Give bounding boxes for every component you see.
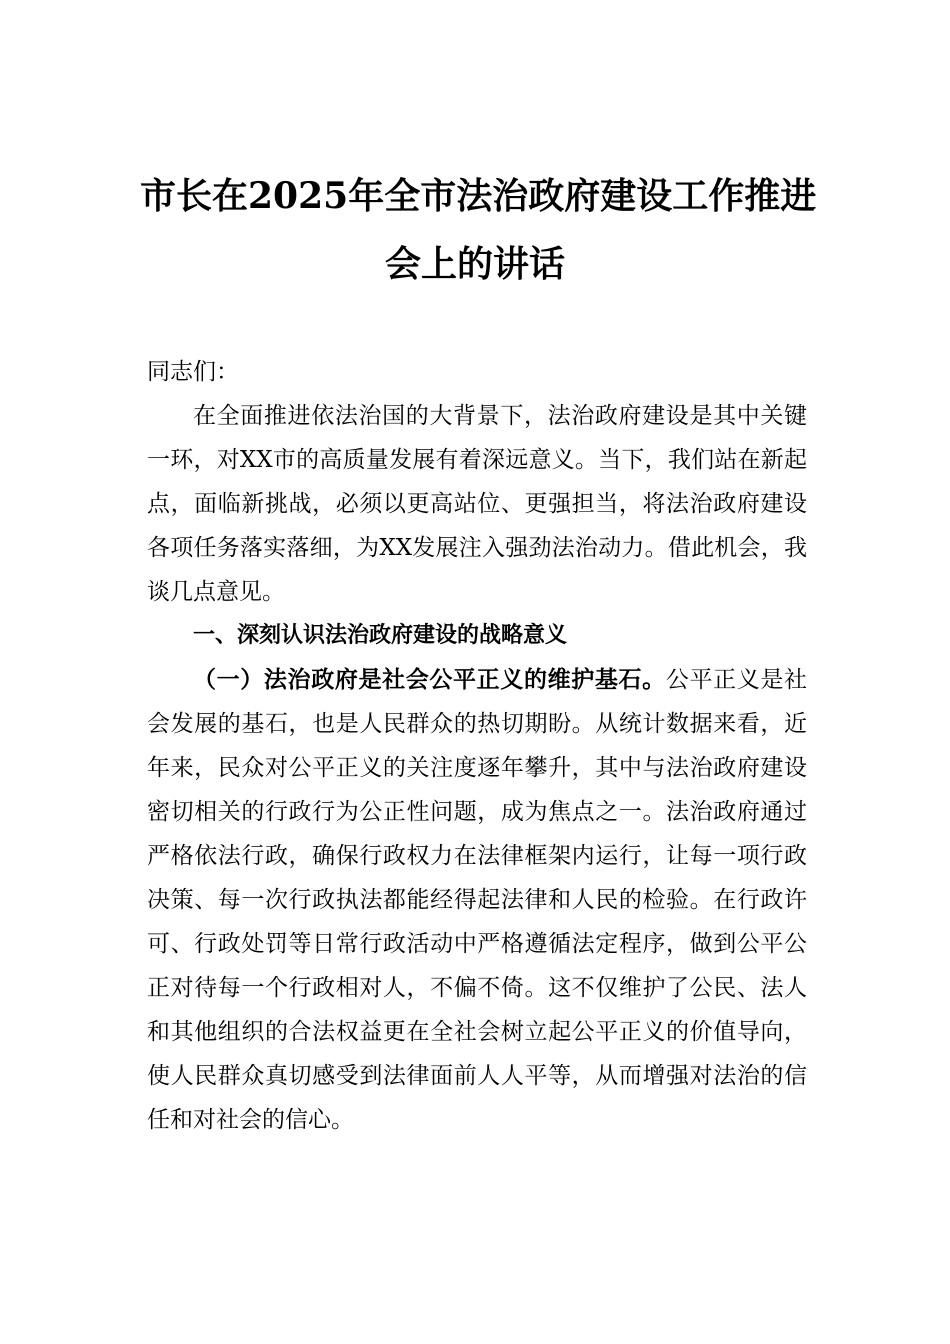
subsection-body: 公平正义是社会发展的基石，也是人民群众的热切期盼。从统计数据来看，近年来，民众对公平正义的关注度逐年攀升，其中与法治政府建设密切相关的行政行为公正性问题，成为焦点之一。法治政府通过严格依法行政，确保行政权力在法律框架内运行，让每一项行政决策、每一次行政执法都能经得起法律和人民的检验。在行政许可、行政处罚等日常行政活动中严格遵循法定程序，做到公平公正对待每一个行政相对人，不偏不倚。这不仅维护了公民、法人和其他组织的合法权益更在全社会树立起公平正义的价值导向，使人民群众真切感受到法律面前人人平等，从而增强对法治的信任和对社会的信心。 bbox=[147, 667, 808, 1133]
intro-paragraph: 在全面推进依法治国的大背景下，法治政府建设是其中关键一环，对XX市的高质量发展有着深远意义。当下，我们站在新起点，面临新挑战，必须以更高站位、更强担当，将法治政府建设各项任务落实落细，为XX发展注入强劲法治动力。借此机会，我谈几点意见。 bbox=[147, 403, 807, 605]
document-title-line-2: 会上的讲话 bbox=[384, 243, 565, 285]
document-title-line-1: 市长在2025年全市法治政府建设工作推进 bbox=[140, 175, 817, 217]
subsection-paragraph bbox=[147, 658, 807, 1142]
greeting: 同志们： bbox=[147, 359, 239, 385]
section-heading: 一、深刻认识法治政府建设的战略意义 bbox=[193, 623, 568, 648]
document-body bbox=[147, 350, 807, 1142]
subsection-heading: （一）法治政府是社会公平正义的维护基石。 bbox=[193, 666, 666, 693]
